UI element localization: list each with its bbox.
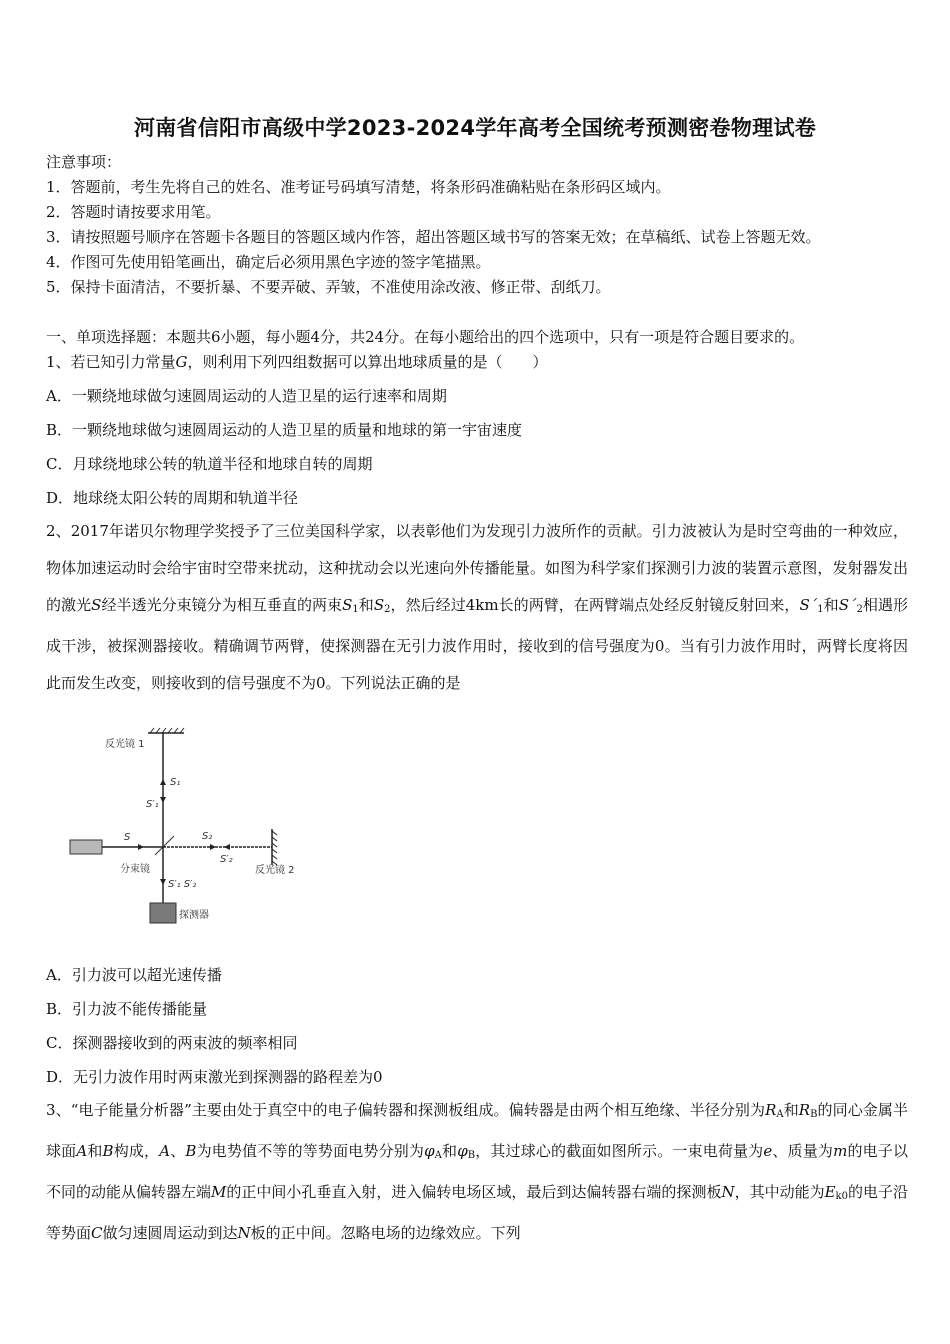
symbol-e: e — [763, 1142, 773, 1160]
subscript: 1 — [817, 604, 824, 615]
question-2-stem — [46, 513, 908, 702]
arrow-down — [160, 797, 166, 803]
splitter-label: 分束镜 — [120, 864, 150, 875]
symbol-n: N — [237, 1224, 251, 1242]
stem-text: 和 — [783, 1101, 799, 1119]
subscript: A — [434, 1150, 442, 1161]
stem-text: 相遇形成干涉，被探测器接收。精确调节两臂，使探测器在无引力波作用时，接收到的信号强度为0。当有引力波作用时，两臂长度将因此而发生改变，则接收到的信号强度不为0。下列说法正确的是 — [46, 596, 908, 692]
stem-text: 和 — [823, 596, 839, 614]
variable-g: G — [175, 353, 188, 371]
label-s1-prime: S′₁ — [146, 799, 159, 810]
symbol-b: B — [185, 1142, 197, 1160]
stem-text: 构成， — [113, 1142, 160, 1160]
stem-text: 3、“电子能量分析器”主要由处于真空中的电子偏转器和探测板组成。偏转器是由两个相互绝缘、半径分别为 — [46, 1101, 766, 1119]
notice-item: 1．答题前，考生先将自己的姓名、准考证号码填写清楚，将条形码准确粘贴在条形码区域内。 — [46, 178, 671, 196]
stem-text: ，则利用下列四组数据可以算出地球质量的是（ ） — [187, 353, 548, 371]
notice-item: 2．答题时请按要求用笔。 — [46, 203, 221, 221]
label-s: S — [124, 832, 131, 843]
stem-text: 、质量为 — [772, 1142, 834, 1160]
stem-text: ，其过球心的截面如图所示。一束电荷量为 — [475, 1142, 764, 1160]
detector-label: 探测器 — [179, 910, 209, 921]
mirror-2 — [272, 829, 277, 865]
question-3-stem — [46, 1092, 908, 1252]
arrow-right — [138, 844, 144, 850]
section-heading: 一、单项选择题：本题共6小题，每小题4分，共24分。在每小题给出的四个选项中，只有一项是符合题目要求的。 — [46, 328, 805, 346]
symbol-s2: S — [373, 596, 385, 614]
subscript: B — [810, 1109, 818, 1120]
stem-text: 经半透光分束镜分为相互垂直的两束 — [101, 596, 343, 614]
arrow-down — [160, 879, 166, 885]
question-1-option-c: C．月球绕地球公转的轨道半径和地球自转的周期 — [46, 455, 373, 473]
symbol-m: m — [833, 1142, 848, 1160]
detector — [150, 903, 176, 923]
question-1-option-a: A．一颗绕地球做匀速圆周运动的人造卫星的运行速率和周期 — [46, 387, 447, 405]
mirror-2-label: 反光镜 2 — [255, 865, 295, 876]
interferometer-diagram — [60, 725, 320, 930]
label-s2: S₂ — [202, 831, 213, 842]
stem-text: 为电势值不等的等势面电势分别为 — [196, 1142, 425, 1160]
stem-text: 1、若已知引力常量 — [46, 353, 176, 371]
mirror-1-label: 反光镜 1 — [105, 739, 145, 750]
label-s1: S₁ — [170, 777, 181, 788]
symbol-ra: R — [765, 1101, 777, 1119]
laser-emitter — [70, 840, 102, 854]
question-2-option-b: B．引力波不能传播能量 — [46, 1000, 208, 1018]
subscript: k0 — [835, 1191, 848, 1202]
stem-text: 的正中间小孔垂直入射，进入偏转电场区域，最后到达偏转器右端的探测板 — [226, 1183, 722, 1201]
notice-heading: 注意事项： — [46, 153, 122, 171]
symbol-s2-prime: S´ — [838, 596, 857, 614]
symbol-phi-b: φ — [457, 1142, 468, 1160]
symbol-n: N — [721, 1183, 735, 1201]
stem-text: 的同心金属半球面 — [46, 1101, 908, 1160]
stem-text: 的电子沿等势面 — [46, 1183, 908, 1242]
symbol-m-port: M — [211, 1183, 227, 1201]
stem-text: 、 — [170, 1142, 186, 1160]
arrow-right — [210, 844, 216, 850]
beam-splitter — [155, 836, 174, 855]
subscript: B — [467, 1150, 476, 1161]
page-title: 河南省信阳市高级中学2023-2024学年高考全国统考预测密卷物理试卷 — [133, 116, 817, 140]
stem-text: 的电子以不同的动能从偏转器左端 — [46, 1142, 908, 1201]
label-s2-prime: S′₂ — [220, 854, 233, 865]
notice-item: 4．作图可先使用铅笔画出，确定后必须用黑色字迹的签字笔描黑。 — [46, 253, 491, 271]
arrow-left — [224, 844, 230, 850]
question-1-option-b: B．一颗绕地球做匀速圆周运动的人造卫星的质量和地球的第一宇宙速度 — [46, 421, 523, 439]
question-1-stem — [46, 351, 548, 372]
stem-text: 2、2017年诺贝尔物理学奖授予了三位美国科学家，以表彰他们为发现引力波所作的贡献。引力波被认为是时空弯曲的一种效应，物体加速运动时会给宇宙时空带来扰动，这种扰动会以光速向外传播能量。如图为科学家们探测引力波的装置示意图，发射器发出的激光 — [46, 522, 908, 614]
symbol-b: B — [102, 1142, 114, 1160]
stem-text: 做匀速圆周运动到达 — [102, 1224, 238, 1242]
symbol-rb: R — [798, 1101, 811, 1119]
label-combined: S′₁ S′₂ — [168, 879, 197, 890]
question-2-option-d: D．无引力波作用时两束激光到探测器的路程差为0 — [46, 1068, 383, 1086]
notice-item: 3．请按照题号顺序在答题卡各题目的答题区域内作答，超出答题区域书写的答案无效；在草稿纸、试卷上答题无效。 — [46, 228, 821, 246]
stem-text: ，其中动能为 — [734, 1183, 825, 1201]
stem-text: 板的正中间。忽略电场的边缘效应。下列 — [250, 1224, 521, 1242]
symbol-a: A — [159, 1142, 171, 1160]
symbol-ek: E — [824, 1183, 836, 1201]
question-2-option-a: A．引力波可以超光速传播 — [46, 966, 222, 984]
stem-text: 和 — [441, 1142, 458, 1160]
question-2-option-c: C．探测器接收到的两束波的频率相同 — [46, 1034, 298, 1052]
subscript: 2 — [856, 604, 863, 615]
symbol-s1-prime: S´ — [799, 596, 818, 614]
subscript: A — [776, 1109, 784, 1120]
stem-text: 和 — [358, 596, 374, 614]
symbol-s: S — [91, 596, 102, 614]
stem-text: ，然后经过4km长的两臂，在两臂端点处经反射镜反射回来， — [390, 596, 800, 614]
symbol-c: C — [91, 1224, 103, 1242]
symbol-s1: S — [342, 596, 353, 614]
notice-item: 5．保持卡面清洁，不要折暴、不要弄破、弄皱，不准使用涂改液、修正带、刮纸刀。 — [46, 278, 611, 296]
stem-text: 和 — [87, 1142, 103, 1160]
question-1-option-d: D．地球绕太阳公转的周期和轨道半径 — [46, 489, 299, 507]
symbol-a: A — [76, 1142, 88, 1160]
mirror-1 — [148, 728, 184, 733]
arrow-up — [160, 779, 166, 785]
symbol-phi-a: φ — [424, 1142, 435, 1160]
subscript: 1 — [352, 604, 359, 615]
subscript: 2 — [384, 604, 391, 615]
